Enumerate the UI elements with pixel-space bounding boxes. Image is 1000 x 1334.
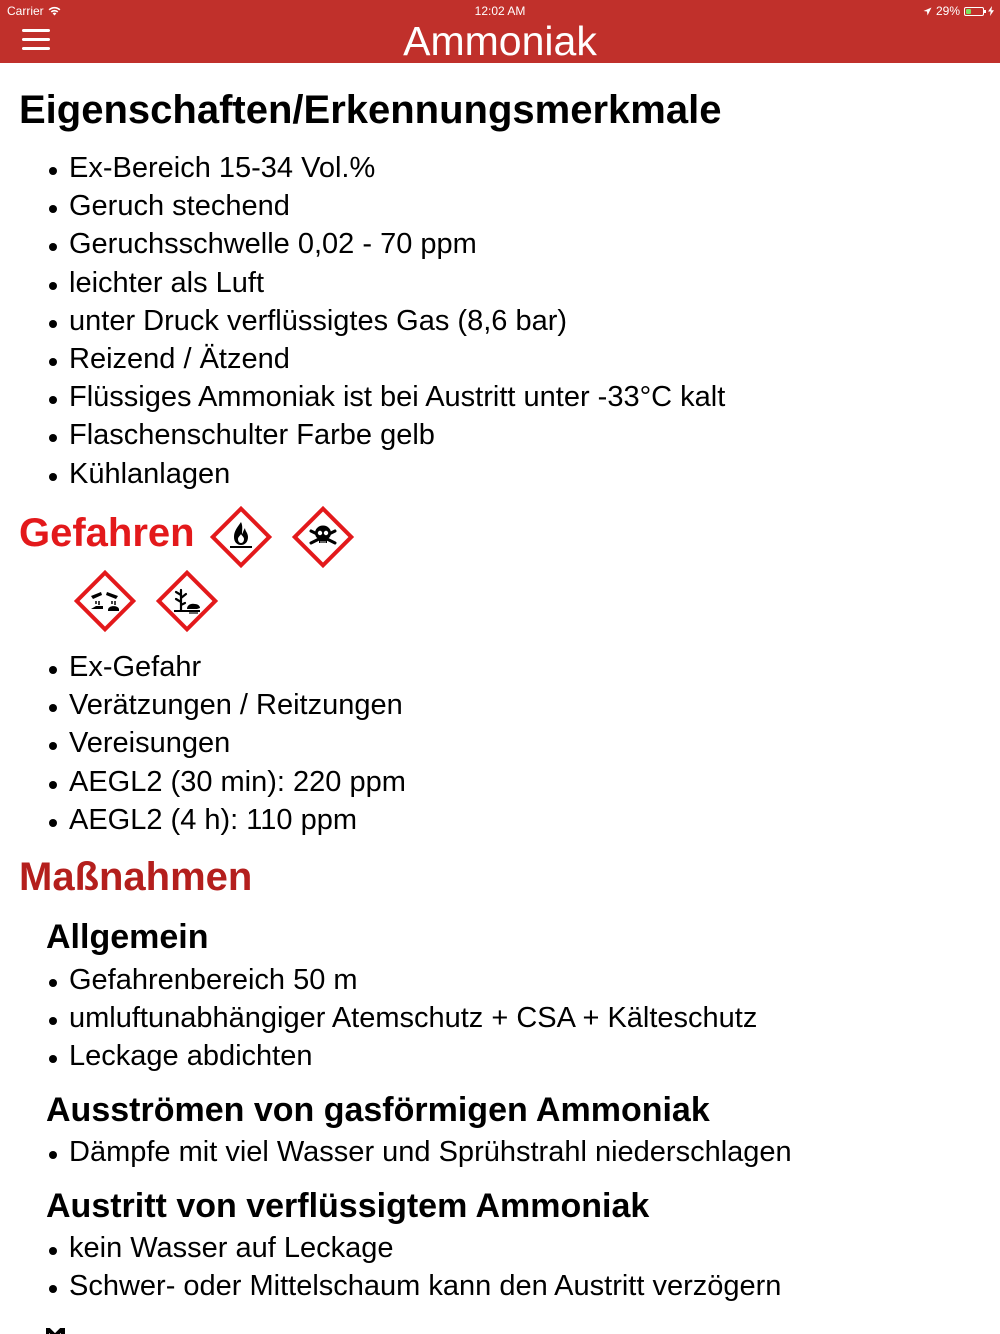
hazards-heading: Gefahren: [19, 511, 195, 555]
status-time: 12:02 AM: [474, 4, 526, 18]
battery-icon: [964, 7, 984, 16]
charging-bolt-icon: [988, 6, 994, 16]
list-item: Ex-Gefahr: [46, 648, 406, 686]
list-item: leichter als Luft: [46, 264, 725, 302]
list-item: Dämpfe mit viel Wasser und Sprühstrahl niederschlagen: [46, 1133, 792, 1171]
list-item: Schwer- oder Mittelschaum kann den Austritt verzögern: [46, 1267, 781, 1305]
list-item: Geruch stechend: [46, 187, 725, 225]
skull-crossbones-icon: [290, 504, 356, 570]
gaseous-subheading: Ausströmen von gasförmigen Ammoniak: [46, 1091, 710, 1129]
list-item: Ex-Bereich 15-34 Vol.%: [46, 149, 725, 187]
general-list: [46, 961, 757, 1076]
list-item: Kühlanlagen: [46, 455, 725, 493]
list-item: kein Wasser auf Leckage: [46, 1229, 781, 1267]
list-item: Flaschenschulter Farbe gelb: [46, 416, 725, 454]
list-item: Flüssiges Ammoniak ist bei Austritt unter -33°C kalt: [46, 378, 725, 416]
corrosion-icon: [72, 568, 138, 634]
next-subheading-clipped: [46, 1325, 76, 1334]
liquid-list: [46, 1229, 781, 1305]
location-arrow-icon: [923, 7, 932, 16]
navigation-bar: [0, 0, 1000, 63]
list-item: Vereisungen: [46, 724, 406, 762]
measures-heading: Maßnahmen: [19, 855, 253, 899]
hazards-list: [46, 648, 406, 839]
flame-icon: [208, 504, 274, 570]
list-item: Reizend / Ätzend: [46, 340, 725, 378]
substance-detail[interactable]: [0, 63, 1000, 1334]
list-item: AEGL2 (4 h): 110 ppm: [46, 801, 406, 839]
gaseous-list: [46, 1133, 792, 1171]
list-item: Gefahrenbereich 50 m: [46, 961, 757, 999]
battery-percentage: 29%: [935, 4, 960, 18]
liquid-subheading: Austritt von verflüssigtem Ammoniak: [46, 1187, 650, 1225]
list-item: AEGL2 (30 min): 220 ppm: [46, 763, 406, 801]
environment-icon: [154, 568, 220, 634]
list-item: Leckage abdichten: [46, 1037, 757, 1075]
list-item: Geruchsschwelle 0,02 - 70 ppm: [46, 225, 725, 263]
carrier-label: Carrier: [7, 4, 44, 18]
list-item: umluftunabhängiger Atemschutz + CSA + Kälteschutz: [46, 999, 757, 1037]
properties-list: [46, 149, 725, 493]
list-item: unter Druck verflüssigtes Gas (8,6 bar): [46, 302, 725, 340]
properties-heading: Eigenschaften/Erkennungsmerkmale: [19, 88, 722, 132]
page-title: Ammoniak: [403, 18, 597, 64]
general-subheading: Allgemein: [46, 918, 209, 956]
status-bar: [0, 0, 1000, 20]
list-item: Verätzungen / Reitzungen: [46, 686, 406, 724]
